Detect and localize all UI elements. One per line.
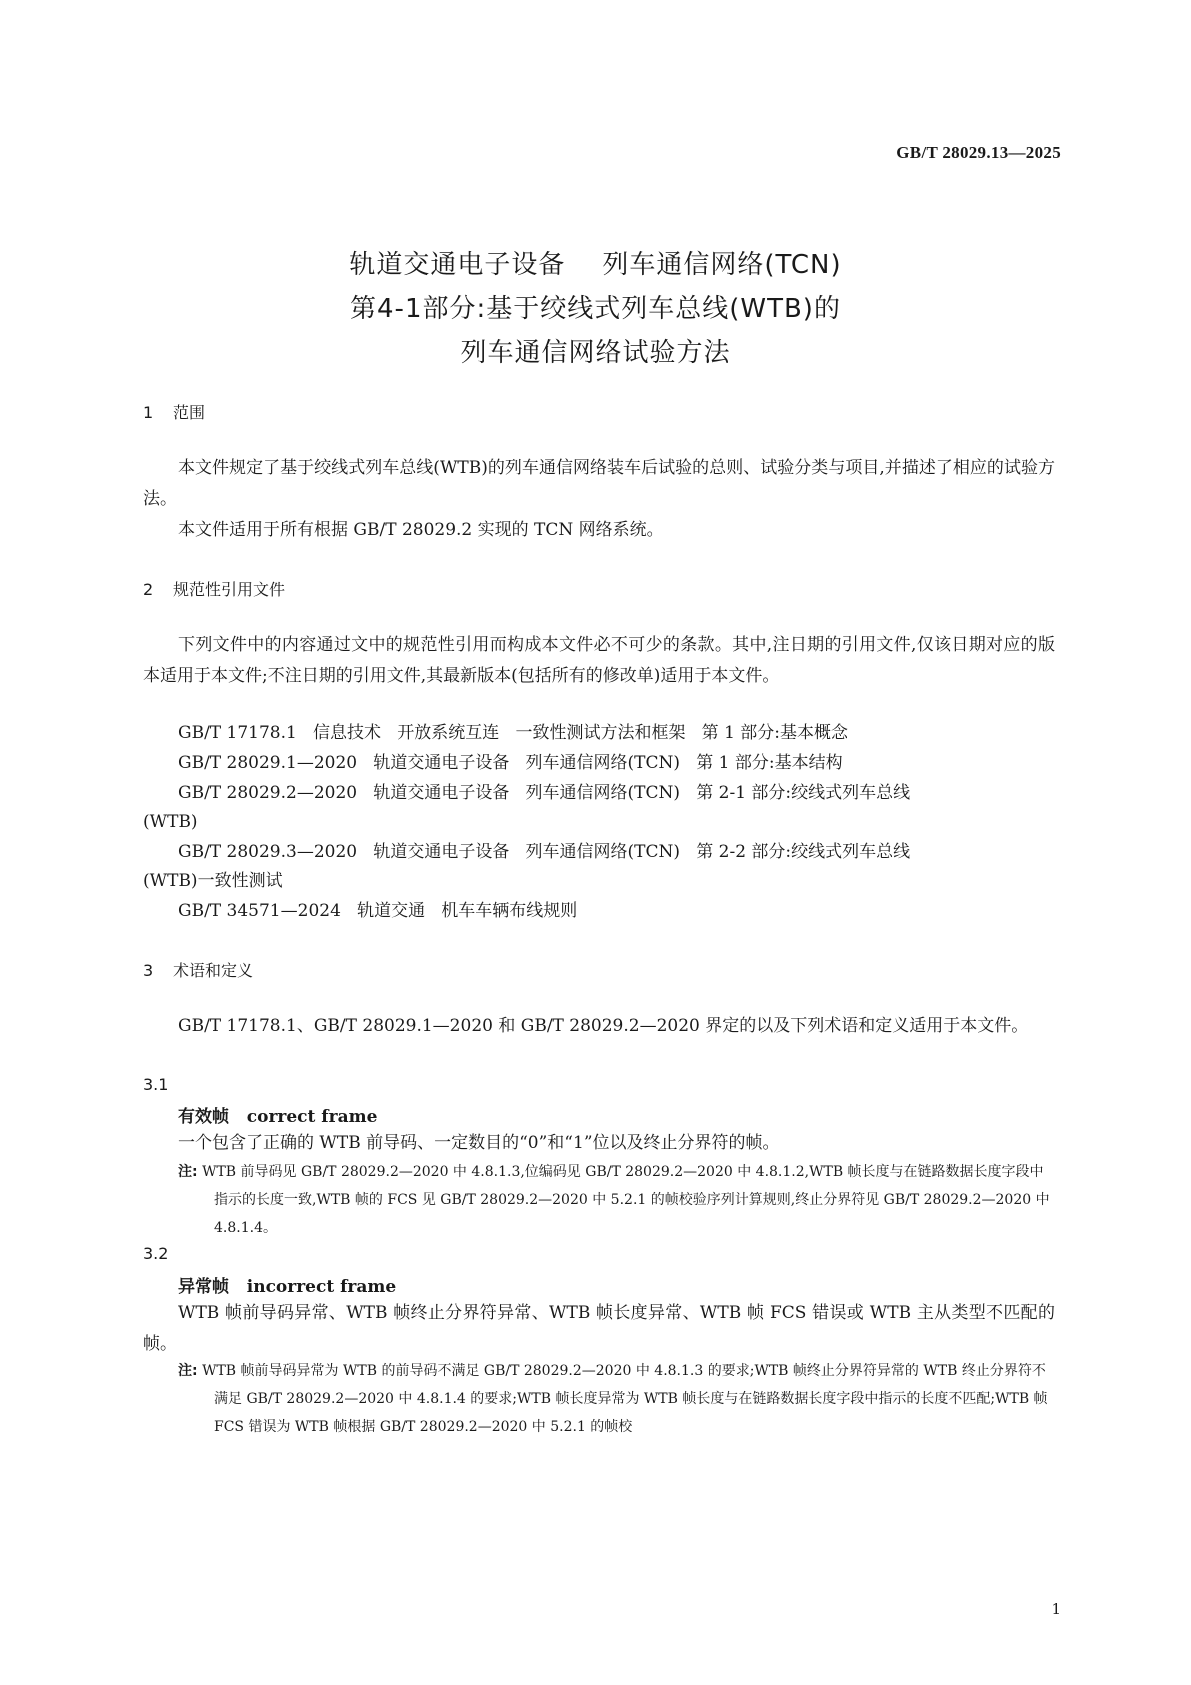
page-number: 1 [1051, 1600, 1061, 1618]
term-note [178, 1357, 1055, 1441]
reference-item: GB/T 28029.3—2020 轨道交通电子设备 列车通信网络(TCN) 第 2-2 部分:绞线式列车总线 [178, 842, 911, 862]
term-title: 有效帧 correct frame [178, 1107, 378, 1127]
standard-code: GB/T 28029.13—2025 [896, 143, 1061, 162]
section-title: 术语和定义 [173, 961, 254, 980]
section-title: 范围 [173, 403, 206, 422]
section-number: 1 [143, 403, 154, 422]
terms-intro-paragraph: GB/T 17178.1、GB/T 28029.1—2020 和 GB/T 28029.2—2020 界定的以及下列术语和定义适用于本文件。 [178, 1016, 1029, 1036]
title-line-3: 列车通信网络试验方法 [460, 338, 731, 368]
reference-item-continuation: (WTB)一致性测试 [143, 871, 283, 891]
reference-item: GB/T 28029.2—2020 轨道交通电子设备 列车通信网络(TCN) 第 2-1 部分:绞线式列车总线 [178, 783, 911, 803]
section-number: 3 [143, 961, 154, 980]
section-title: 规范性引用文件 [173, 580, 286, 599]
title-line-1: 轨道交通电子设备 列车通信网络(TCN) [349, 250, 842, 280]
document-title [0, 243, 1191, 375]
clause-number: 3.2 [143, 1244, 169, 1263]
term-definition: WTB 帧前导码异常、WTB 帧终止分界符异常、WTB 帧长度异常、WTB 帧 FCS 错误或 WTB 主从类型不匹配的帧。 [143, 1303, 1055, 1354]
term-definition: 一个包含了正确的 WTB 前导码、一定数目的“0”和“1”位以及终止分界符的帧。 [178, 1133, 780, 1153]
reference-item: GB/T 28029.1—2020 轨道交通电子设备 列车通信网络(TCN) 第 1 部分:基本结构 [178, 753, 843, 773]
normative-intro-paragraph: 下列文件中的内容通过文中的规范性引用而构成本文件必不可少的条款。其中,注日期的引用文件,仅该日期对应的版本适用于本文件;不注日期的引用文件,其最新版本(包括所有的修改单)适用于本文件。 [143, 635, 1055, 686]
section-number: 2 [143, 580, 154, 599]
title-line-2: 第4-1部分:基于绞线式列车总线(WTB)的 [350, 294, 841, 324]
section-2-heading [143, 577, 285, 600]
section-1-heading [143, 400, 205, 423]
section-3-heading [143, 958, 253, 981]
term-title: 异常帧 incorrect frame [178, 1277, 397, 1297]
reference-item: GB/T 17178.1 信息技术 开放系统互连 一致性测试方法和框架 第 1 部分:基本概念 [178, 723, 849, 743]
scope-paragraph-1: 本文件规定了基于绞线式列车总线(WTB)的列车通信网络装车后试验的总则、试验分类与项目,并描述了相应的试验方法。 [143, 458, 1055, 509]
note-text: WTB 帧前导码异常为 WTB 的前导码不满足 GB/T 28029.2—2020 中 4.8.1.3 的要求;WTB 帧终止分界符异常的 WTB 终止分界符不满足 GB/T 28029.2—2020 中 4.8.1.4 的要求;WTB 帧长度异常为 WTB 帧长度与在链路数据长度字段中指示的长度不匹配;WTB 帧 FCS 错误为 WTB 帧根据 GB/T 28029.2—2020 中 5.2.1 的帧校 [202, 1363, 1048, 1435]
note-text: WTB 前导码见 GB/T 28029.2—2020 中 4.8.1.3,位编码见 GB/T 28029.2—2020 中 4.8.1.2,WTB 帧长度与在链路数据长度字段中指示的长度一致,WTB 帧的 FCS 见 GB/T 28029.2—2020 中 5.2.1 的帧校验序列计算规则,终止分界符见 GB/T 28029.2—2020 中 4.8.1.4。 [202, 1164, 1050, 1236]
clause-number: 3.1 [143, 1075, 169, 1094]
note-label: 注: [178, 1363, 198, 1379]
scope-paragraph-2: 本文件适用于所有根据 GB/T 28029.2 实现的 TCN 网络系统。 [178, 520, 664, 540]
reference-item: GB/T 34571—2024 轨道交通 机车车辆布线规则 [178, 901, 578, 921]
note-label: 注: [178, 1164, 198, 1180]
reference-item-continuation: (WTB) [143, 812, 198, 832]
term-note [178, 1158, 1055, 1242]
